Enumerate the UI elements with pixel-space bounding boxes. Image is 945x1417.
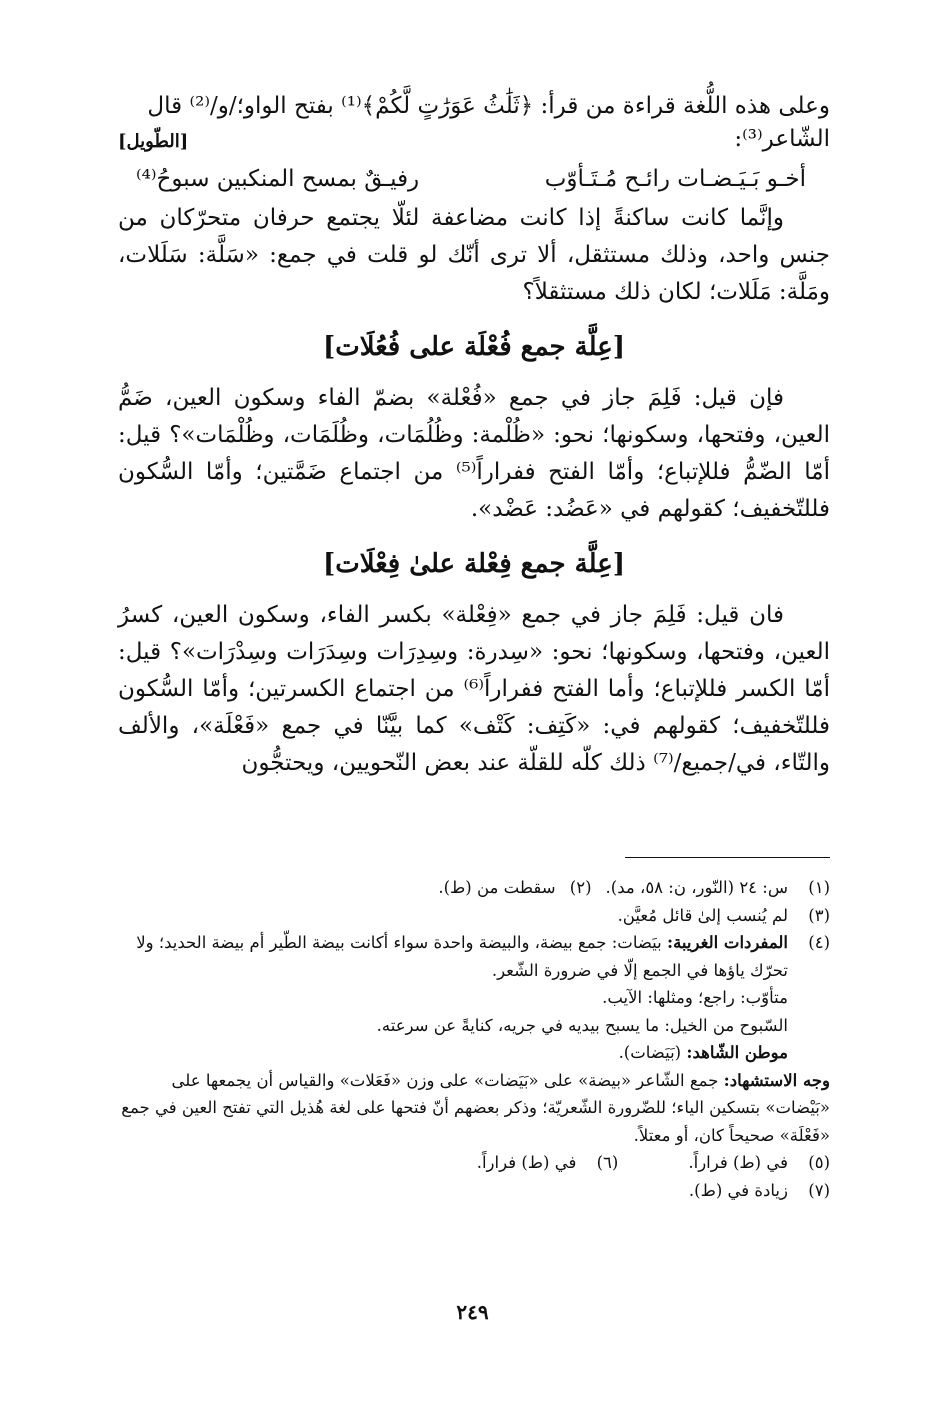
footnote-number: (٥) [808, 1153, 830, 1172]
evidence-explanation-label: وجه الاستشهاد: [723, 1070, 830, 1090]
section-heading-2: [عِلَّة جمع فِعْلة علىٰ فِعْلَات] [322, 549, 626, 579]
footnote-4-body [118, 929, 788, 1067]
footnote-text: لم يُنسب إلىٰ قائل مُعيَّن. [617, 905, 788, 925]
footnote-row-5-6 [118, 1149, 830, 1177]
section-heading-1: [عِلَّة جمع فُعْلَة على فُعُلَات] [322, 332, 626, 362]
paragraph-1-line-1: وعلى هذه اللُّغة قراءة من قرأ: ﴿ثَلَٰثُ عَوَرَٰتٍ لَّكُمْ﴾⁽¹⁾ بفتح الواو؛/و/⁽²⁾ قال [147, 93, 830, 119]
footnote-number: (٣) [808, 905, 830, 925]
footnote-number: (٢) [569, 878, 592, 897]
footnotes [118, 874, 830, 1204]
vocab-entry [118, 929, 788, 984]
footnote-number: (٤) [808, 933, 830, 952]
evidence-location-text: (بَيَضات). [618, 1043, 682, 1062]
paragraph-2: وإنَّما كانت ساكنةً إذا كانت مضاعفة لئلّا يجتمع حرفان متحرّكان من جنس واحد، وذلك مستثقل، ألا ترى أنّك لو قلت في جمع: «سَلَّة: سَلَلات، ومَلَّة: مَلَلات؛ لكان ذلك مستثقلاً؟ [118, 205, 830, 305]
paragraph-3: فإن قيل: فَلِمَ جاز في جمع «فُعْلة» بضمّ الفاء وسكون العين، ضَمُّ العين، وفتحها، وسكونها؛ نحو: «ظُلْمة: وظُلُمَات، وظُلَمَات، وظُلْمَات»؟ قيل: أمّا الضّمُّ فللإتباع؛ وأمّا الفتح ففراراً⁽⁵⁾ من اجتماع ضَمَّتين؛ وأمّا السُّكون فللتّخفيف؛ كقولهم في «عَضُد: عَضْد». [118, 385, 830, 522]
verse-second-hemistich: رفيـقٌ بمسح المنكبين سبوحُ⁽⁴⁾ [136, 166, 420, 192]
footnote-2 [438, 874, 591, 902]
footnote-3 [118, 902, 830, 930]
page-number: ٢٤٩ [456, 1300, 489, 1324]
meter-label: [الطّويل] [118, 131, 189, 152]
footnote-text: سقطت من (ط). [438, 878, 556, 897]
vocab-text: بيَضات: جمع بيضة، والبيضة واحدة سواء أكانت بيضة الطّير أم بيضة الحديد؛ ولا تحرّك ياؤها في الجمع إلّا في ضرورة الشّعر. [136, 933, 788, 980]
footnote-1 [606, 874, 830, 902]
footnote-4 [118, 929, 830, 1067]
vocab-line-2: متأوّب: راجع؛ ومثلها: الآيب. [602, 988, 788, 1007]
footnote-text: في (ط) فراراً. [688, 1153, 788, 1172]
footnote-row-1-2 [118, 874, 830, 902]
evidence-location-label: موطن الشّاهد: [686, 1043, 788, 1062]
footnote-number: (١) [808, 878, 830, 897]
footnote-number: (٦) [596, 1153, 619, 1172]
footnote-5 [688, 1149, 830, 1177]
vocab-label: المفردات الغريبة: [667, 933, 788, 952]
vocab-line-3: السّبوح من الخيل: ما يسبح بيديه في جريه، كنايةً عن سرعته. [376, 1015, 788, 1035]
poet-line [118, 121, 830, 155]
footnote-7 [118, 1177, 830, 1205]
footnote-6 [477, 1149, 619, 1177]
main-text [118, 88, 830, 782]
paragraph-4: فان قيل: فَلِمَ جاز في جمع «فِعْلة» بكسر الفاء، وسكون العين، كسرُ العين، وفتحها، وسكونها؛ نحو: «سِدرة: وسِدِرَات وسِدَرَات وسِدْرَات»؟ قيل: أمّا الكسر فللإتباع؛ وأما الفتح ففراراً⁽⁶⁾ من اجتماع الكسرتين؛ وأمّا السُّكون فللتّخفيف؛ كقولهم في: «كَتِف: كَتْف» كما بيَّنّا في جمع «فَعْلَة»، والألف والتّاء، في/جميع/⁽⁷⁾ ذلك كلّه للقلّة عند بعض النّحويين، ويحتجُّون [118, 602, 830, 776]
footnote-divider [625, 857, 830, 858]
evidence-explanation-text: جمع الشّاعر «بيضة» على «بَيَضات» على وزن «فَعَلات» والقياس أن يجمعها على «بَيْضات» بتسكين الياء؛ للضّرورة الشّعريّة؛ وذكر بعضهم أنّ فتحها على لغة هُذيل التي تفتح العين في جمع «فَعْلَة» صحيحاً كان، أو معتلاً. [121, 1070, 830, 1145]
evidence-location [118, 1039, 788, 1067]
evidence-explanation [118, 1067, 830, 1150]
footnote-text: في (ط) فراراً. [476, 1153, 577, 1172]
footnote-number: (٧) [808, 1180, 830, 1200]
verse-first-hemistich: أخـو بَـيَـضـات رائـح مُـتَـأوّب [544, 166, 806, 192]
poetry-verse [118, 161, 830, 198]
poet-intro: الشّاعر⁽³⁾: [734, 126, 830, 152]
footnote-text: زيادة في (ط). [688, 1180, 788, 1200]
footnote-text: س: ٢٤ (النّور، ن: ٥٨، مد). [605, 878, 788, 897]
